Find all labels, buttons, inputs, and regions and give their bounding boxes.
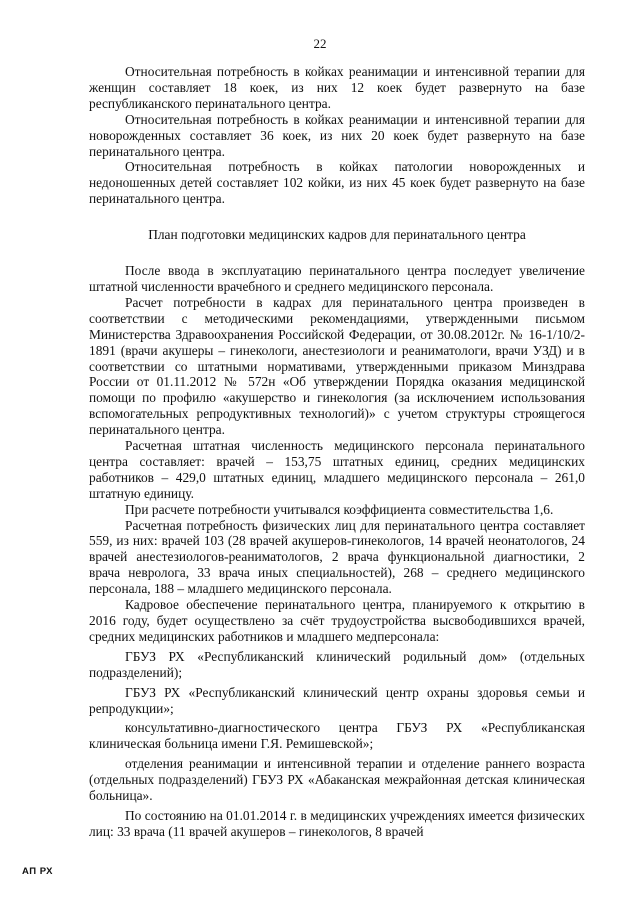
paragraph: Относительная потребность в койках реанимации и интенсивной терапии для женщин составляет 18 коек, из них 12 коек будет развернуто на базе республиканского перинатального центра. bbox=[89, 64, 585, 111]
paragraph: При расчете потребности учитывался коэффициента совместительства 1,6. bbox=[125, 501, 554, 517]
paragraph: После ввода в эксплуатацию перинатального центра последует увеличение штатной численности врачебного и среднего медицинского персонала. bbox=[89, 263, 585, 294]
list-item: ГБУЗ РХ «Республиканский клинический родильный дом» (отдельных подразделений); bbox=[89, 648, 585, 680]
page-number: 22 bbox=[313, 36, 327, 51]
paragraph: По состоянию на 01.01.2014 г. в медицинских учреждениях имеется физических лиц: 33 врача (11 врачей акушеров – гинекологов, 8 врачей bbox=[89, 807, 585, 839]
paragraph: Относительная потребность в койках реанимации и интенсивной терапии для новорожденных составляет 36 коек, из них 20 коек будет развернуто на базе перинатального центра. bbox=[89, 111, 585, 159]
paragraph: Кадровое обеспечение перинатального центра, планируемого к открытию в 2016 году, будет осуществлено за счёт трудоустройства высвободившихся врачей, средних медицинских работников и младшего медперсонала: bbox=[89, 597, 585, 644]
list-item: отделения реанимации и интенсивной терапии и отделение раннего возраста (отдельных подразделений) ГБУЗ РХ «Абаканская межрайонная детская клиническая больница». bbox=[89, 756, 585, 804]
paragraph: Расчетная потребность физических лиц для перинатального центра составляет 559, из них: врачей 103 (28 врачей акушеров-гинекологов, 14 врачей неонатологов, 24 врачей анестезиологов-реаниматологов, 2 врача функциональной диагностики, 2 врача невролога, 33 врача иных специальностей), 268 – среднего медицинского персонала, 188 – младшего медицинского персонала. bbox=[89, 517, 585, 597]
paragraph: Расчет потребности в кадрах для перинатального центра произведен в соответствии с методическими рекомендациями, утвержденными письмом Министерства Здравоохранения Российской Федерации, от 30.08.2012г. № 16-1/10/2-1891 (врачи акушеры – гинекологи, анестезиологи и реаниматологи, врачи УЗД) и в соответствии со штатными нормативами, утвержденными приказом Минздрава России от 01.11.2012 № 572н «Об утверждении Порядка оказания медицинской помощи по профилю «акушерство и гинекология (за исключением использования вспомогательных репродуктивных технологий)» с учетом структуры строящегося перинатального центра. bbox=[89, 294, 585, 438]
footer-label: АП РХ bbox=[22, 866, 54, 877]
paragraph: Расчетная штатная численность медицинского персонала перинатального центра составляет: врачей – 153,75 штатных единиц, средних медицинских работников – 429,0 штатных единиц, младшего медицинского персонала – 261,0 штатную единицу. bbox=[89, 438, 585, 501]
document-body bbox=[89, 64, 585, 840]
paragraph: Относительная потребность в койках патологии новорожденных и недоношенных детей составляет 102 койки, из них 45 коек будет развернуто на базе перинатального центра. bbox=[89, 159, 585, 207]
section-title: План подготовки медицинских кадров для перинатального центра bbox=[148, 227, 526, 243]
list-item: консультативно-диагностического центра ГБУЗ РХ «Республиканская клиническая больница имени Г.Я. Ремишевской»; bbox=[89, 720, 585, 752]
list-item: ГБУЗ РХ «Республиканский клинический центр охраны здоровья семьи и репродукции»; bbox=[89, 684, 585, 716]
